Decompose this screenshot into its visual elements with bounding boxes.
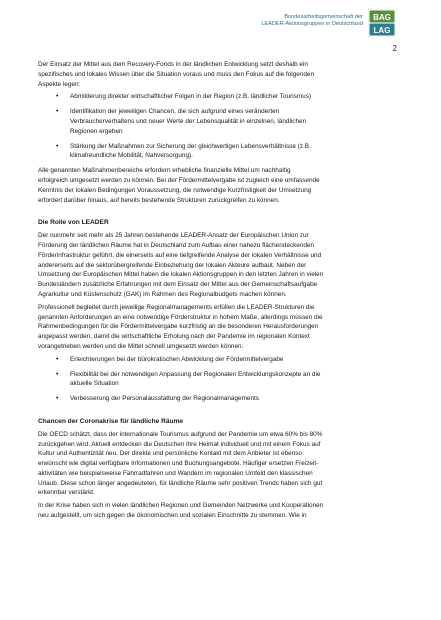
list-item: [38, 142, 404, 162]
tourism-paragraph: [38, 430, 404, 499]
section-heading-leader: Die Rolle von LEADER: [38, 219, 109, 227]
header-organization: [261, 14, 363, 28]
text-line: Urlaub. Diese schon länger angedeuteten, für ländliche Räume sehr positiven Trends haben sich gut: [38, 479, 323, 487]
header-org-line1: Bundesarbeitsgemeinschaft der: [284, 14, 363, 20]
bullet-icon: •: [56, 370, 59, 378]
list-item-text: Erleichterungen bei der bürokratischen Abwicklung der Fördermittelvergabe: [70, 355, 284, 363]
intro-paragraph: [38, 60, 404, 89]
list-item-text: aktuelle Situation: [70, 380, 119, 388]
text-line: Der Einsatz der Mittel aus dem Recovery-Fonds in der ländlichen Entwicklung setzt deshalb ein: [38, 61, 308, 68]
list-item-text: Identifikation der jeweiligen Chancen, die sich aufgrund eines veränderten: [70, 108, 280, 116]
text-line: In der Krise haben sich in vielen ländlichen Regionen und Gemeinden Netzwerke und Kooperationen: [38, 502, 324, 510]
text-line: Rahmenbedingungen für die Fördermittelvergabe kurzfristig an die besonderen Herausforderungen: [38, 323, 319, 331]
svg-text:LAG: LAG: [373, 26, 391, 35]
text-line: andererseits auf die sektorübergreifende Einbeziehung der lokalen Akteure aufbaut. Neben der: [38, 261, 307, 269]
text-line: Kenntnis der lokalen Bedingungen Voraussetzung, die notwendige Kurzfristigkeit der Umsetzung: [38, 186, 312, 194]
regional-management-paragraph: [38, 303, 404, 352]
list-item-text: Verbraucherverhaltens und neuer Werte der Lebensqualität in einzelnen, ländlichen: [70, 117, 307, 125]
bullet-icon: •: [56, 355, 59, 363]
text-line: Förderinfrastruktur geführt, die einerseits auf eine tiefgreifende Analyse der lokalen Verhältnisse und: [38, 251, 322, 259]
bullet-icon: •: [56, 108, 59, 116]
list-item: [38, 394, 404, 404]
bullet-icon: •: [56, 142, 59, 150]
page-number: 2: [392, 44, 397, 53]
networks-paragraph: [38, 501, 404, 521]
text-line: vorangetrieben werden und die Mittel schnell umgesetzt werden können:: [38, 342, 244, 350]
text-line: Die OECD schätzt, dass der internationale Tourismus aufgrund der Pandemie um etwa 60% bis 80%: [38, 430, 323, 438]
text-line: erkennbar verstärkt.: [38, 489, 95, 497]
list-item-text: Stärkung der Maßnahmen zur Sicherung der gleichwertigen Lebensverhältnisse (z.B.: [70, 142, 311, 150]
text-line: Umsetzung der Europäischen Mittel haben die lokalen Aktionsgruppen in den letzten Jahren in vielen: [38, 271, 324, 279]
text-line: spezifisches und lokales Wissen über die Situation voraus und muss den Fokus auf die folgenden: [38, 70, 315, 78]
text-line: Professionell begleitet durch jeweilige Regionalmanagements erfüllen die LEADER-Strukturen die: [38, 303, 315, 311]
text-line: Bundesländern zusätzliche Erfahrungen mit dem Einsatz der Mittel aus der Gemeinschaftsaufgabe: [38, 281, 318, 289]
list-item-text: Verbesserung der Personalausstattung der Regionalmanagements: [70, 395, 259, 403]
list-item: [38, 355, 404, 365]
text-line: Förderung der ländlichen Räume hat in Deutschland zum Aufbau einer nahezu flächendeckenden: [38, 241, 315, 249]
text-line: Alle genannten Maßnahmenbereiche erfordern erhebliche finanzielle Mittel um nachhaltig: [38, 167, 291, 175]
text-line: Kultur und Authentizität neu. Der direkte und persönliche Kontakt mit dem Anbieter ist ebenso: [38, 450, 302, 458]
bullet-icon: •: [56, 93, 59, 101]
text-line: zurückgehen wird. Aktuell entdecken die Deutschen ihre Heimat individuell und mit einem Fokus auf: [38, 440, 321, 448]
text-line: erfolgreich umgesetzt werden zu können. Bei der Fördermittelvergabe ist zugleich eine umfassende: [38, 176, 320, 184]
list-item: [38, 370, 404, 390]
text-line: erfordert darüber hinaus, auf bereits bestehende Strukturen zurückgreifen zu können.: [38, 196, 280, 204]
list-item-text: Abmilderung direkter wirtschaftlicher Folgen in der Region (z.B. ländlicher Tourismus): [70, 93, 312, 101]
header-org-line2: LEADER-Aktionsgruppen in Deutschland: [261, 21, 363, 27]
section-heading-chancen: Chancen der Coronakrise für ländliche Räume: [38, 417, 184, 425]
svg-text:BAG: BAG: [373, 13, 391, 22]
text-line: erwünscht wie digital verfügbare Informationen und Buchungsangebote. Häufiger ersetzen Freizeit-: [38, 460, 319, 468]
bullet-icon: •: [56, 395, 59, 403]
text-line: aktivitäten wie beispielsweise Fahrradfahren und Wandern im regionalen Umfeld den klassischen: [38, 469, 313, 477]
list-item: [38, 92, 404, 102]
focus-aspects-list: [38, 92, 404, 161]
requirements-list: [38, 355, 404, 404]
leader-paragraph: [38, 231, 404, 300]
text-line: angepasst werden, damit die wirtschaftliche Erholung nach der Pandemie im regionalen Kontext: [38, 333, 310, 341]
bag-lag-logo: [368, 9, 396, 37]
list-item-text: Regionen ergeben: [70, 127, 123, 135]
text-line: neu aufgestellt, um sich gegen die ökonomischen und sozialen Einschnitte zu stemmen. Wie in: [38, 512, 307, 520]
list-item: [38, 107, 404, 136]
text-line: Agrarkultur und Küstenschutz (GAK) im Rahmen des Regionalbudgets machen können.: [38, 290, 287, 298]
list-item-text: Flexibilität bei der notwendigen Anpassung der Regionalen Entwicklungskonzepte an die: [70, 370, 321, 378]
text-line: genannten Anforderungen an eine notwendige Förderstruktur in hohem Maße, allerdings müssen die: [38, 313, 323, 321]
text-line: Der nunmehr seit mehr als 25 Jahren bestehende LEADER-Ansatz der Europäischen Union zur: [38, 232, 309, 240]
document-body: [38, 60, 404, 521]
text-line: Aspekte legen:: [38, 80, 81, 88]
list-item-text: klimafreundliche Mobilität, Nahversorgung).: [70, 152, 193, 160]
funding-paragraph: [38, 166, 404, 205]
